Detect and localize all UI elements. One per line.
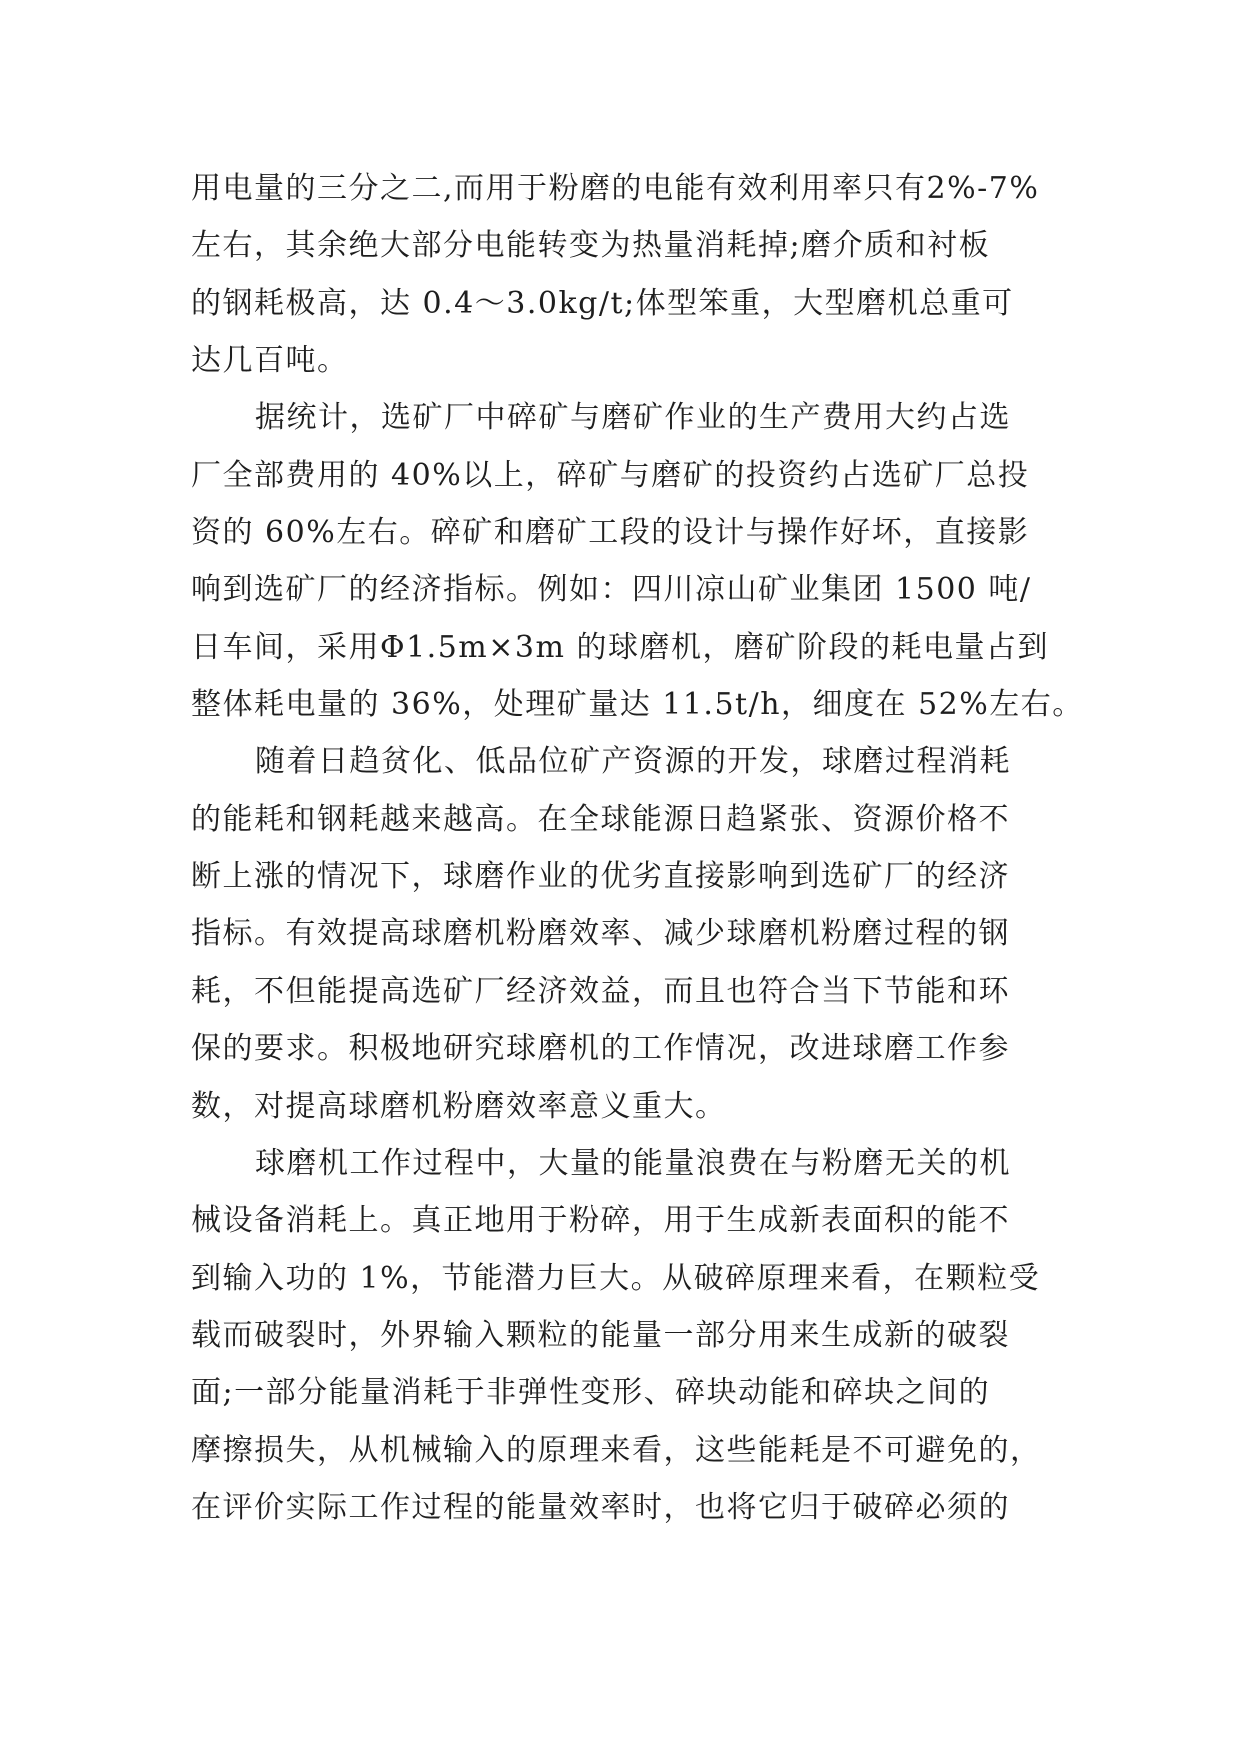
paragraph-first-line: 据统计，选矿厂中碎矿与磨矿作业的生产费用大约占选 [255, 400, 1011, 436]
body-text [191, 160, 1084, 1536]
paragraph-first-line: 球磨机工作过程中，大量的能量浪费在与粉磨无关的机 [255, 1145, 1011, 1181]
text-line: 耗，不但能提高选矿厂经济效益，而且也符合当下节能和环 [191, 973, 1010, 1009]
text-line: 的钢耗极高，达 0.4～3.0kg/t;体型笨重，大型磨机总重可 [191, 285, 1014, 321]
text-line: 厂全部费用的 40%以上，碎矿与磨矿的投资约占选矿厂总投 [191, 457, 1030, 493]
text-line: 指标。有效提高球磨机粉磨效率、减少球磨机粉磨过程的钢 [191, 916, 1010, 952]
text-line: 响到选矿厂的经济指标。例如：四川凉山矿业集团 1500 吨/ [191, 572, 1032, 608]
text-line: 摩擦损失，从机械输入的原理来看，这些能耗是不可避免的， [191, 1432, 1042, 1468]
text-line: 数，对提高球磨机粉磨效率意义重大。 [191, 1088, 727, 1124]
text-line: 日车间，采用Φ1.5m×3m 的球磨机，磨矿阶段的耗电量占到 [191, 629, 1049, 665]
text-line: 载而破裂时，外界输入颗粒的能量一部分用来生成新的破裂 [191, 1317, 1010, 1353]
paragraph-first-line: 随着日趋贫化、低品位矿产资源的开发，球磨过程消耗 [255, 744, 1011, 780]
text-line: 面;一部分能量消耗于非弹性变形、碎块动能和碎块之间的 [191, 1375, 991, 1411]
text-line: 到输入功的 1%，节能潜力巨大。从破碎原理来看，在颗粒受 [191, 1260, 1041, 1296]
text-line: 的能耗和钢耗越来越高。在全球能源日趋紧张、资源价格不 [191, 801, 1010, 837]
text-line: 左右，其余绝大部分电能转变为热量消耗掉;磨介质和衬板 [191, 228, 991, 264]
text-line: 达几百吨。 [191, 343, 349, 379]
text-line: 在评价实际工作过程的能量效率时，也将它归于破碎必须的 [191, 1489, 1010, 1525]
text-line: 保的要求。积极地研究球磨机的工作情况，改进球磨工作参 [191, 1031, 1010, 1067]
text-line: 资的 60%左右。碎矿和磨矿工段的设计与操作好坏，直接影 [191, 515, 1030, 551]
text-line: 断上涨的情况下，球磨作业的优劣直接影响到选矿厂的经济 [191, 859, 1010, 895]
text-line: 整体耗电量的 36%，处理矿量达 11.5t/h，细度在 52%左右。 [191, 687, 1084, 723]
text-line: 用电量的三分之二,而用于粉磨的电能有效利用率只有2%-7% [191, 171, 1040, 206]
text-line: 械设备消耗上。真正地用于粉碎，用于生成新表面积的能不 [191, 1203, 1010, 1239]
